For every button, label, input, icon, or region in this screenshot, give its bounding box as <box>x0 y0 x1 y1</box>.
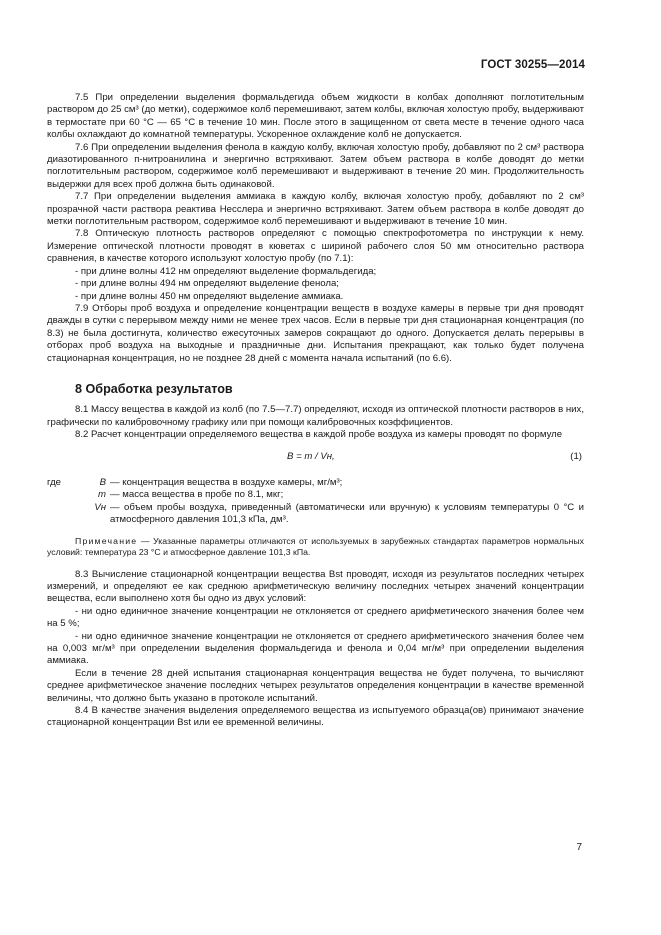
note <box>47 536 584 559</box>
paragraph-8-2: 8.2 Расчет концентрации определяемого вещества в каждой пробе воздуха из камеры проводят по формуле <box>75 429 563 441</box>
list-item: - ни одно единичное значение концентрации не отклоняется от среднего арифметического значения более чем на 5 %; <box>47 605 584 630</box>
list-item: - при длине волны 412 нм определяют выделение формальдегида; <box>75 265 377 277</box>
paragraph-7-6: 7.6 При определении выделения фенола в каждую колбу, включая холостую пробу, добавляют по 2 см³ раствора диазотированного п-нитроанилина и энергично встряхивают. Затем объем раствора в колбе доводят до метки поглотительным раствором, содержимое колб перемешивают и выдерживают в течение 20 мин. Продолжительность выдержки для всех проб должна быть одинаковой. <box>47 141 584 190</box>
formula-expression: B = m / Vн, <box>287 450 335 462</box>
paragraph-8-3: 8.3 Вычисление стационарной концентрации вещества Bst проводят, исходя из результатов последних четырех измерений, и определяют ее как среднюю арифметическую величину последних четырех значений концентрации вещества, если выполнено хотя бы одно из двух условий: <box>47 568 584 605</box>
page-content <box>47 92 584 730</box>
list-item: - при длине волны 494 нм определяют выделение фенола; <box>75 278 339 290</box>
note-label: Примечание <box>75 535 138 546</box>
list-item: - ни одно единичное значение концентрации не отклоняется от среднего арифметического значения более чем на 0,003 мг/м³ при определении выделения формальдегида и фенола и 0,04 мг/м³ при определении выделения аммиака. <box>47 630 584 667</box>
paragraph-7-5: 7.5 При определении выделения формальдегида объем жидкости в колбах дополняют поглотительным раствором до 25 см³ (до метки), содержимое колб перемешивают, затем колбы, включая холостую пробу, выдерживают в термостате при 60 °С — 65 °С в течение 10 мин. После этого в защищенном от света месте в течение одного часа колбы охлаждают до комнатной температуры. Ускоренное охлаждение колб не допускается. <box>47 92 584 141</box>
where-row <box>47 489 584 501</box>
where-row <box>47 502 584 527</box>
symbol-vn: Vн <box>94 501 106 513</box>
paragraph-8-4: 8.4 В качестве значения выделения определяемого вещества из испытуемого образца(ов) принимают значение стационарной концентрации Bst или ее временной величины. <box>47 705 584 729</box>
note-text: — Указанные параметры отличаются от используемых в зарубежных стандартах параметров нормальных условий: температура 23 °С и атмосферное давление 101,3 кПа. <box>47 535 584 558</box>
where-row <box>47 477 584 489</box>
paragraph-8-1: 8.1 Массу вещества в каждой из колб (по 7.5—7.7) определяют, исходя из оптической плотности растворов в них, графически по калибровочному графику или при помощи калибровочных коэффициентов. <box>47 404 584 428</box>
page-number: 7 <box>576 842 582 853</box>
formula-number: (1) <box>570 450 582 462</box>
symbol-vn-definition: — объем пробы воздуха, приведенный (автоматически или вручную) к условиям температуры 0 °С и атмосферного давления 101,3 кПа, дм³. <box>110 501 584 526</box>
symbol-m: m <box>98 489 106 501</box>
paragraph-7-8: 7.8 Оптическую плотность растворов определяют с помощью спектрофотометра по инструкции к нему. Измерение оптической плотности проводят в кюветах с шириной рабочего слоя 50 мм относительно раствора сравнения, в качестве которого используют холостую пробу (по 7.1): <box>47 228 584 265</box>
paragraph-7-9: 7.9 Отборы проб воздуха и определение концентрации веществ в воздухе камеры в первые три дня проводят дважды в сутки с перерывом между ними не менее трех часов. Если в первые три дня стационарная концентрация (по 8.3) не была достигнута, количество ежесуточных замеров сокращают до одного. Допускается делать перерывы в отборах проб воздуха на выходные и праздничные дни. Испытания прекращают, как только будет получена стационарная концентрация, но не позднее 28 дней с момента начала испытаний (по 6.6). <box>47 302 584 364</box>
paragraph-7-7: 7.7 При определении выделения аммиака в каждую колбу, включая холостую пробу, добавляют по 2 см³ прозрачной части раствора реактива Несслера и энергично встряхивают. Затем объем раствора в колбе доводят до метки поглотительным раствором, содержимое колб перемешивают и выдерживают в течение 10 мин. <box>47 191 584 228</box>
formula-1 <box>47 451 584 463</box>
symbol-m-definition: — масса вещества в пробе по 8.1, мкг; <box>110 489 284 501</box>
paragraph-8-3-continued: Если в течение 28 дней испытания стационарная концентрация вещества не будет получена, то вычисляют среднее арифметическое значение последних четырех результатов определения концентрации в качестве временной величины, что должно быть указано в протоколе испытаний. <box>47 667 584 704</box>
symbol-b: B <box>99 476 106 488</box>
list-item: - при длине волны 450 нм определяют выделение аммиака. <box>75 290 344 302</box>
symbol-b-definition: — концентрация вещества в воздухе камеры, мг/м³; <box>110 476 343 488</box>
section-8-heading: 8 Обработка результатов <box>75 381 233 396</box>
document-header: ГОСТ 30255—2014 <box>480 59 585 71</box>
where-word: где <box>47 476 62 488</box>
